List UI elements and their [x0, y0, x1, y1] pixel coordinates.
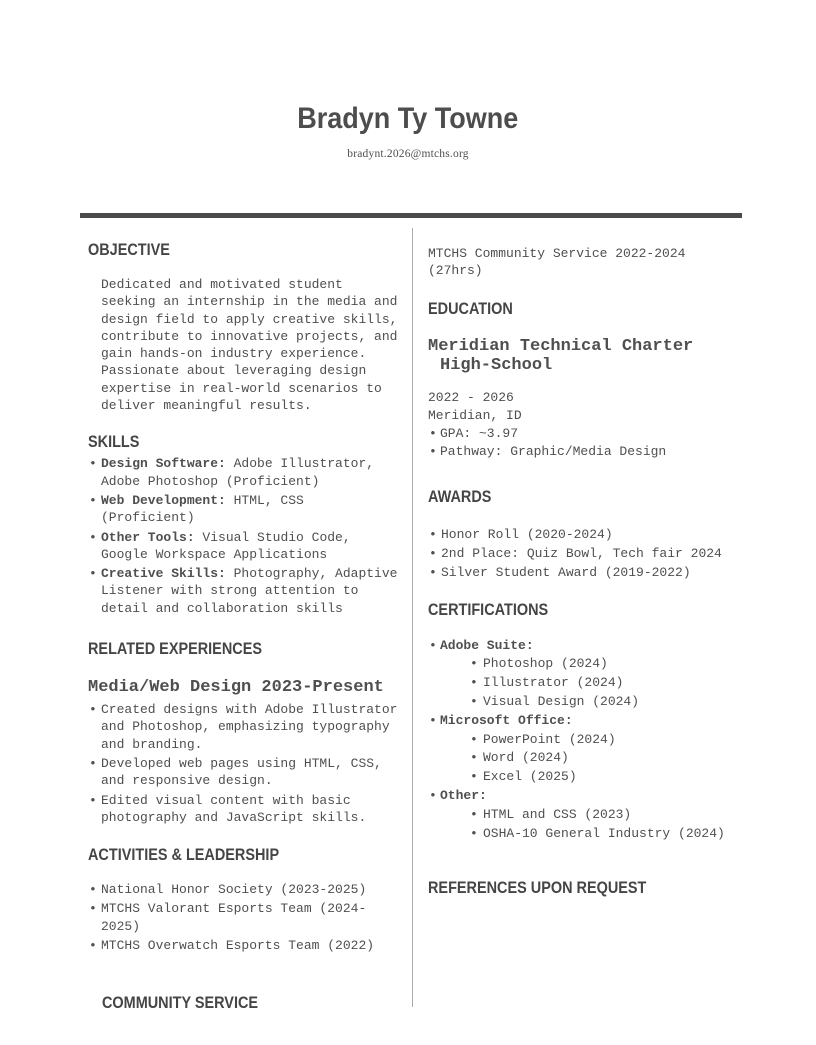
skill-item: • Other Tools: Visual Studio Code, Google Workspace Applications — [88, 529, 398, 564]
award-item: • Silver Student Award (2019-2022) — [428, 563, 740, 582]
section-heading-related-experiences: RELATED EXPERIENCES — [88, 639, 262, 659]
community-service-text: MTCHS Community Service 2022-2024 (27hrs) — [428, 246, 686, 279]
cert-item: • Photoshop (2024) — [428, 655, 740, 674]
section-heading-certifications: CERTIFICATIONS — [428, 599, 549, 619]
column-divider — [412, 228, 413, 1007]
experience-item: • Developed web pages using HTML, CSS, and responsive design. — [88, 755, 398, 790]
awards-list — [428, 525, 740, 582]
skill-item: • Web Development: HTML, CSS (Proficient) — [88, 492, 398, 527]
section-heading-activities-leadership: ACTIVITIES & LEADERSHIP — [88, 845, 280, 865]
right-column — [428, 228, 740, 896]
section-heading-education: EDUCATION — [428, 298, 513, 318]
job-title: Media/Web Design 2023-Present — [88, 678, 384, 698]
objective-text: Dedicated and motivated student seeking an internship in the media and design field to apply creative skills, contribute to innovative projects, and gain hands-on industry experience. Passionate about leveraging design expertise in real-world scenarios to deliver meaningful results. — [101, 277, 398, 414]
related-experiences-list — [88, 701, 398, 826]
activities-list — [88, 881, 398, 954]
cert-item: • Visual Design (2024) — [428, 693, 740, 712]
education-dates: 2022 - 2026 — [428, 389, 514, 405]
award-item: • Honor Roll (2020-2024) — [428, 525, 740, 544]
award-item: • 2nd Place: Quiz Bowl, Tech fair 2024 — [428, 544, 740, 563]
section-heading-skills: SKILLS — [88, 432, 140, 452]
skill-item: • Creative Skills: Photography, Adaptive Listener with strong attention to detail and collaboration skills — [88, 565, 398, 617]
activity-item: • National Honor Society (2023-2025) — [88, 881, 398, 898]
section-heading-community-service: COMMUNITY SERVICE — [102, 993, 259, 1013]
email-address: bradynt.2026@mtchs.org — [347, 148, 469, 160]
horizontal-rule — [80, 213, 742, 218]
section-heading-references: REFERENCES UPON REQUEST — [428, 878, 647, 898]
cert-item: • HTML and CSS (2023) — [428, 806, 740, 825]
cert-item: • Illustrator (2024) — [428, 674, 740, 693]
activity-item: • MTCHS Overwatch Esports Team (2022) — [88, 937, 398, 954]
cert-item: • PowerPoint (2024) — [428, 731, 740, 750]
education-pathway: • Pathway: Graphic/Media Design — [428, 443, 740, 461]
left-column — [88, 228, 398, 1011]
cert-item: • Word (2024) — [428, 749, 740, 768]
cert-group-label: • Adobe Suite: — [428, 637, 740, 656]
education-gpa: • GPA: ~3.97 — [428, 425, 740, 443]
section-heading-objective: OBJECTIVE — [88, 240, 170, 259]
skills-list — [88, 455, 398, 617]
activity-item: • MTCHS Valorant Esports Team (2024-2025) — [88, 900, 398, 935]
education-details — [428, 389, 740, 461]
section-heading-awards: AWARDS — [428, 486, 492, 506]
cert-group-label: • Other: — [428, 787, 740, 806]
cert-item: • Excel (2025) — [428, 768, 740, 787]
certifications-list — [428, 637, 740, 844]
person-name: Bradyn Ty Towne — [297, 102, 519, 135]
experience-item: • Edited visual content with basic photography and JavaScript skills. — [88, 792, 398, 827]
experience-item: • Created designs with Adobe Illustrator and Photoshop, emphasizing typography and branding. — [88, 701, 398, 753]
school-name: Meridian Technical Charter High-School — [428, 336, 694, 376]
skill-item: • Design Software: Adobe Illustrator, Adobe Photoshop (Proficient) — [88, 455, 398, 490]
education-location: Meridian, ID — [428, 407, 522, 423]
cert-group-label: • Microsoft Office: — [428, 712, 740, 731]
cert-item: • OSHA-10 General Industry (2024) — [428, 825, 740, 844]
